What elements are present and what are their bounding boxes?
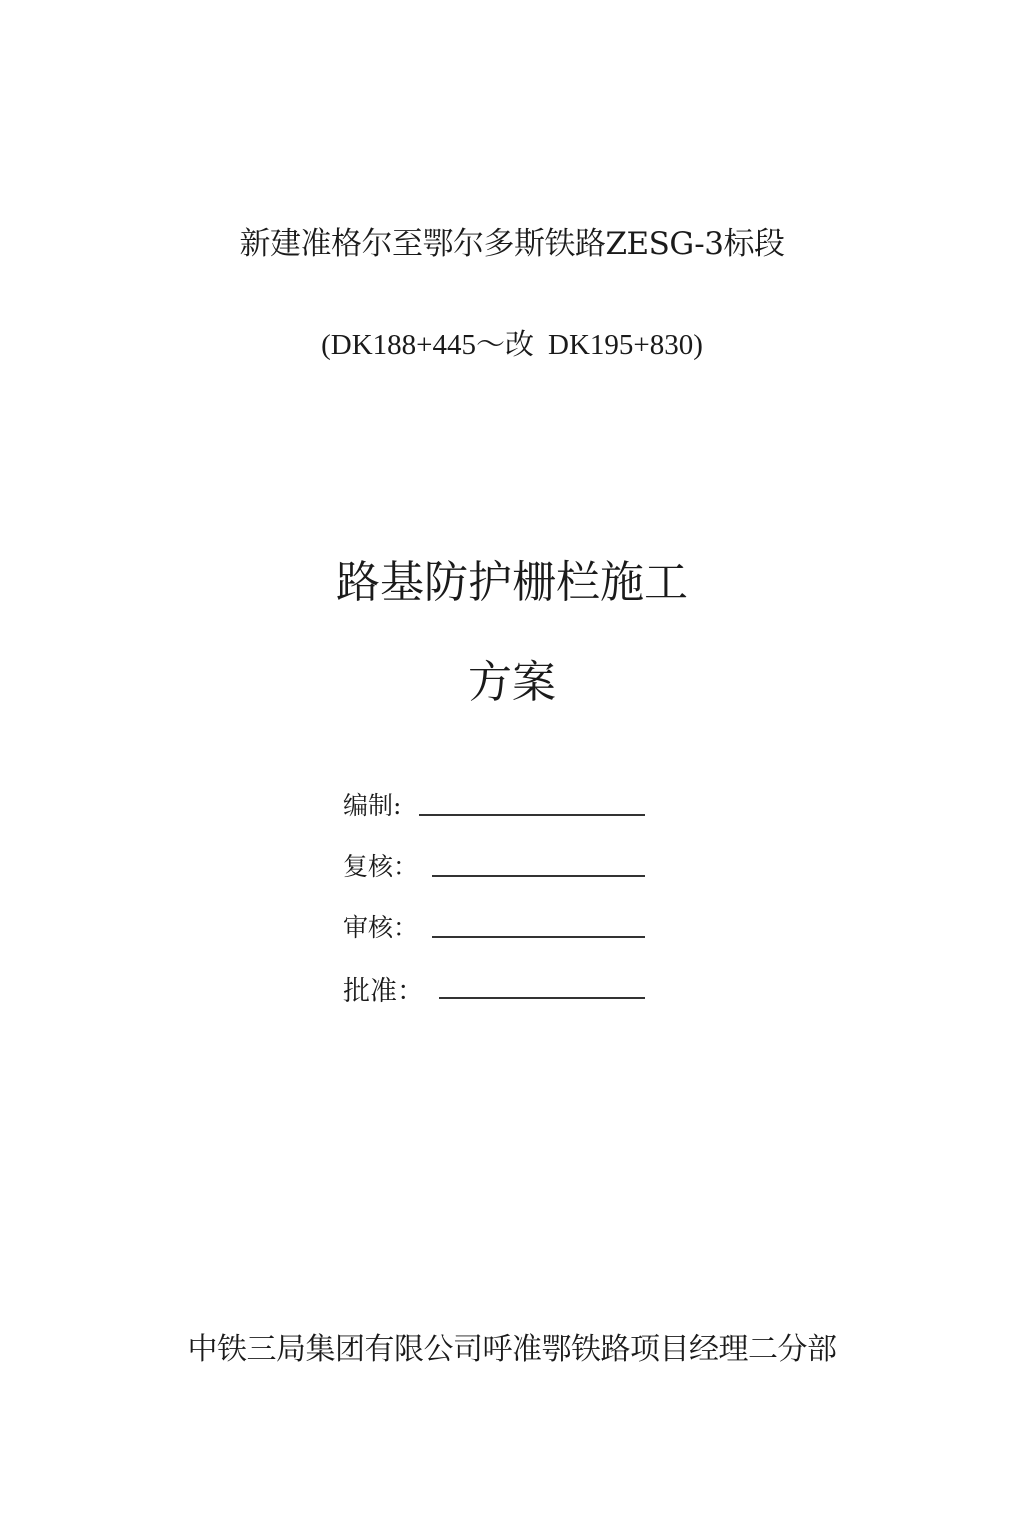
mileage-range <box>0 322 1024 363</box>
mileage-end: DK195+830) <box>548 329 703 361</box>
organization-name: 中铁三局集团有限公司呼准鄂铁路项目经理二分部 <box>187 1332 837 1367</box>
signature-blank-line <box>419 786 645 816</box>
signature-block <box>343 786 663 1030</box>
signature-row-approve <box>343 969 663 1030</box>
document-title-line2: 方案 <box>468 657 556 708</box>
signature-label: 复核： <box>343 852 419 881</box>
signature-row-compile <box>343 786 663 847</box>
signature-blank-line <box>432 847 645 877</box>
document-title: 路基防护栅栏施工 <box>336 557 688 608</box>
signature-row-audit <box>343 908 663 969</box>
mileage-start: (DK188+445～改 <box>321 329 534 361</box>
project-name: 新建准格尔至鄂尔多斯铁路ZESG-3标段 <box>239 226 785 262</box>
signature-label: 批准： <box>343 976 424 1007</box>
signature-blank-line <box>439 969 645 999</box>
signature-label: 审核： <box>343 913 419 942</box>
signature-blank-line <box>432 908 645 938</box>
signature-row-review <box>343 847 663 908</box>
signature-label: 编制: <box>343 791 402 820</box>
